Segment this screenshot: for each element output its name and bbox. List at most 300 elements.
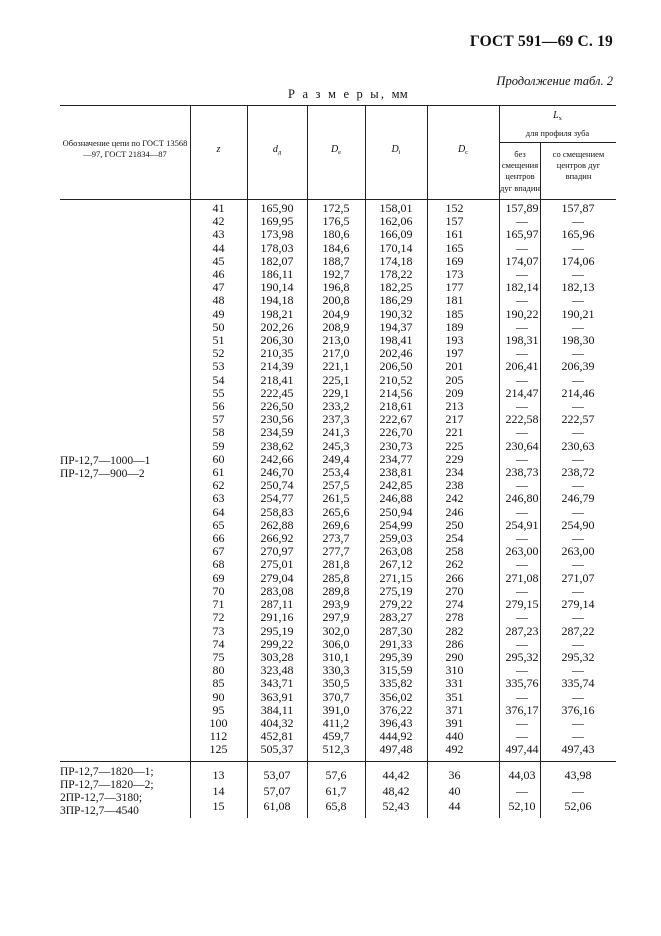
table-cell: 188,7: [322, 253, 350, 268]
table-cell: 250: [445, 517, 464, 532]
table-cell: 75: [212, 649, 225, 664]
table-cell: 257,5: [322, 478, 350, 493]
table-cell: 100: [209, 715, 228, 730]
dimensions-caption-text: Р а з м е р ы,: [288, 87, 387, 101]
group1-z-column: [190, 202, 247, 757]
table-cell: 271,15: [379, 570, 413, 585]
table-cell: 271,08: [505, 570, 539, 585]
table-cell: 229: [445, 451, 464, 466]
table-cell: 202,26: [260, 319, 294, 334]
table-cell: 54: [212, 372, 225, 387]
table-cell: 186,29: [379, 293, 413, 308]
table-cell: 246,88: [379, 491, 413, 506]
table-cell: 161: [445, 227, 464, 242]
designation-line: ПР-12,7—1820—1;: [60, 766, 154, 778]
group1-Di-column: [365, 202, 427, 757]
table-cell: 376,17: [505, 702, 539, 717]
table-cell: 95: [212, 702, 225, 717]
table-cell: 254,99: [379, 517, 413, 532]
group2-dd-column: [247, 768, 307, 815]
table-cell: 158,01: [379, 201, 413, 215]
table-cell: 242: [445, 491, 464, 506]
table-cell: 278: [445, 610, 464, 625]
table-cell: 261,5: [322, 491, 350, 506]
table-cell: —: [516, 319, 528, 334]
table-cell: 295,19: [260, 623, 294, 638]
table-cell: 172,5: [322, 201, 350, 215]
table-cell: 497,44: [505, 742, 539, 757]
table-cell: 335,74: [561, 676, 595, 691]
lx-header-rule: [499, 142, 616, 143]
table-cell: 72: [212, 610, 225, 625]
table-cell: 263,00: [561, 544, 595, 559]
table-cell: 249,4: [322, 451, 350, 466]
table-cell: —: [572, 319, 584, 334]
table-top-rule: [60, 105, 616, 106]
table-cell: —: [572, 372, 584, 387]
table-cell: 56: [212, 399, 225, 414]
table-cell: 210,52: [379, 372, 413, 387]
table-cell: 287,22: [561, 623, 595, 638]
table-cell: 371: [445, 702, 464, 717]
table-cell: 184,6: [322, 240, 350, 255]
table-cell: 46: [212, 267, 225, 282]
table-cell: 376,16: [561, 702, 595, 717]
table-cell: 15: [212, 799, 225, 813]
header-dd-sub: д: [277, 149, 282, 156]
table-cell: 85: [212, 676, 225, 691]
group2-Di-column: [365, 768, 427, 815]
table-cell: 170,14: [379, 240, 413, 255]
table-cell: 185: [445, 306, 464, 321]
table-cell: 279,15: [505, 597, 539, 612]
header-Dc-sub: c: [465, 149, 469, 156]
table-cell: 165,97: [505, 227, 539, 242]
table-cell: 205: [445, 372, 464, 387]
table-cell: 173: [445, 267, 464, 282]
table-cell: 210,35: [260, 346, 294, 361]
table-cell: 44: [448, 799, 461, 813]
table-cell: 444,92: [379, 729, 413, 744]
group2-Lx-with-column: [540, 768, 616, 815]
table-cell: 452,81: [260, 729, 294, 744]
table-cell: —: [516, 783, 528, 798]
table-cell: —: [572, 399, 584, 414]
table-cell: 335,76: [505, 676, 539, 691]
table-cell: 52: [212, 346, 225, 361]
header-Dc-main: D: [457, 144, 466, 155]
table-cell: 55: [212, 385, 225, 400]
table-cell: 181: [445, 293, 464, 308]
table-cell: 65,8: [325, 799, 347, 813]
table-cell: 73: [212, 623, 225, 638]
table-cell: 165,96: [561, 227, 595, 242]
table-cell: 440: [445, 729, 464, 744]
table-cell: 66: [212, 531, 225, 546]
table-cell: 233,2: [322, 399, 350, 414]
table-cell: 396,43: [379, 715, 413, 730]
group2-Dc-column: [427, 768, 482, 815]
table-cell: 283,08: [260, 583, 294, 598]
table-cell: 302,0: [322, 623, 350, 638]
page-number-header: ГОСТ 591—69 С. 19: [469, 33, 613, 50]
table-cell: 213: [445, 399, 464, 414]
table-cell: 57,07: [263, 783, 291, 798]
table-cell: 49: [212, 306, 225, 321]
table-cell: 41: [212, 201, 225, 215]
table-cell: 70: [212, 583, 225, 598]
table-cell: 384,11: [260, 702, 294, 717]
table-cell: 52,43: [382, 799, 410, 813]
table-cell: —: [572, 583, 584, 598]
table-cell: 330,3: [322, 663, 350, 678]
table-cell: 230,63: [561, 438, 595, 453]
table-cell: 190,21: [561, 306, 595, 321]
table-cell: 267,12: [379, 557, 413, 572]
table-cell: 190,14: [260, 280, 294, 295]
table-cell: 176,5: [322, 214, 350, 229]
table-cell: 157,87: [561, 201, 595, 215]
table-cell: 254,91: [505, 517, 539, 532]
table-cell: 275,19: [379, 583, 413, 598]
table-cell: —: [516, 451, 528, 466]
table-cell: 204,9: [322, 306, 350, 321]
table-cell: 51: [212, 333, 225, 348]
table-cell: 45: [212, 253, 225, 268]
table-cell: 270: [445, 583, 464, 598]
table-cell: —: [516, 293, 528, 308]
table-cell: 57,6: [325, 768, 347, 782]
table-cell: 225: [445, 438, 464, 453]
table-cell: 53: [212, 359, 225, 374]
table-cell: 287,11: [260, 597, 294, 612]
table-cell: 217,0: [322, 346, 350, 361]
table-cell: 230,56: [260, 412, 294, 427]
table-cell: 74: [212, 636, 225, 651]
table-cell: 196,8: [322, 280, 350, 295]
table-cell: 310,1: [322, 649, 350, 664]
group2-z-column: [190, 768, 247, 815]
table-cell: 60: [212, 451, 225, 466]
table-cell: 234,77: [379, 451, 413, 466]
table-cell: 198,31: [505, 333, 539, 348]
table-cell: —: [572, 425, 584, 440]
table-cell: 234,59: [260, 425, 294, 440]
table-cell: 194,37: [379, 319, 413, 334]
table-cell: 42: [212, 214, 225, 229]
table-cell: 258: [445, 544, 464, 559]
table-cell: —: [516, 531, 528, 546]
table-cell: 152: [445, 201, 464, 215]
table-cell: 391,0: [322, 702, 350, 717]
table-cell: —: [516, 214, 528, 229]
table-cell: —: [572, 267, 584, 282]
table-cell: 213,0: [322, 333, 350, 348]
table-cell: 238,81: [379, 465, 413, 480]
table-cell: 343,71: [260, 676, 294, 691]
table-cell: 245,3: [322, 438, 350, 453]
table-cell: —: [572, 663, 584, 678]
table-cell: 230,64: [505, 438, 539, 453]
header-with-offset: со смещением центров дуг впадин: [552, 149, 605, 182]
table-cell: 209: [445, 385, 464, 400]
table-cell: 275,01: [260, 557, 294, 572]
table-cell: 250,74: [260, 478, 294, 493]
table-cell: 80: [212, 663, 225, 678]
table-cell: 190,22: [505, 306, 539, 321]
table-cell: —: [572, 451, 584, 466]
table-cell: —: [572, 729, 584, 744]
table-cell: —: [516, 504, 528, 519]
table-cell: 290: [445, 649, 464, 664]
table-cell: 303,28: [260, 649, 294, 664]
table-cell: —: [572, 783, 584, 798]
table-cell: 165: [445, 240, 464, 255]
table-cell: 266,92: [260, 531, 294, 546]
table-cell: 214,46: [561, 385, 595, 400]
table-cell: 335,82: [379, 676, 413, 691]
table-cell: 90: [212, 689, 225, 704]
table-cell: 356,02: [379, 689, 413, 704]
table-cell: 404,32: [260, 715, 294, 730]
table-cell: 47: [212, 280, 225, 295]
table-cell: —: [516, 663, 528, 678]
designation-line: ПР-12,7—1000—1: [60, 455, 151, 467]
table-cell: 182,13: [561, 280, 595, 295]
table-cell: —: [516, 729, 528, 744]
designation-line: 2ПР-12,7—3180;: [60, 792, 143, 804]
table-cell: —: [572, 689, 584, 704]
header-dd: [247, 144, 307, 156]
table-cell: 282: [445, 623, 464, 638]
table-cell: 206,39: [561, 359, 595, 374]
table-cell: 234: [445, 465, 464, 480]
table-cell: 169: [445, 253, 464, 268]
table-cell: —: [572, 531, 584, 546]
table-cell: 222,57: [561, 412, 595, 427]
table-cell: 262: [445, 557, 464, 572]
table-cell: 50: [212, 319, 225, 334]
table-cell: 40: [448, 783, 461, 798]
table-cell: 157: [445, 214, 464, 229]
table-cell: 246: [445, 504, 464, 519]
table-cell: 291,33: [379, 636, 413, 651]
table-cell: 44: [212, 240, 225, 255]
table-cell: 331: [445, 676, 464, 691]
table-cell: —: [572, 636, 584, 651]
table-cell: 214,39: [260, 359, 294, 374]
table-cell: —: [572, 293, 584, 308]
table-cell: —: [516, 478, 528, 493]
table-cell: —: [516, 610, 528, 625]
table-cell: 254: [445, 531, 464, 546]
header-Lx-main: L: [553, 110, 559, 121]
table-cell: 57: [212, 412, 225, 427]
table-cell: 198,21: [260, 306, 294, 321]
table-cell: 208,9: [322, 319, 350, 334]
table-cell: 218,41: [260, 372, 294, 387]
header-Dc: [427, 144, 499, 156]
table-cell: 206,30: [260, 333, 294, 348]
table-cell: 200,8: [322, 293, 350, 308]
table-cell: 279,14: [561, 597, 595, 612]
table-cell: —: [516, 715, 528, 730]
table-cell: —: [572, 610, 584, 625]
table-cell: —: [572, 504, 584, 519]
table-cell: 295,39: [379, 649, 413, 664]
table-cell: 13: [212, 768, 225, 782]
table-cell: 254,90: [561, 517, 595, 532]
table-cell: 370,7: [322, 689, 350, 704]
header-De-sub: e: [338, 149, 342, 156]
table-cell: 65: [212, 517, 225, 532]
designation-line: ПР-12,7—900—2: [60, 468, 145, 480]
group2-designation: [60, 766, 154, 818]
group-separator-rule: [60, 761, 616, 762]
table-cell: —: [572, 557, 584, 572]
header-Di-main: D: [391, 144, 399, 155]
table-cell: 165,90: [260, 201, 294, 215]
table-cell: 61,7: [325, 783, 347, 798]
table-cell: 286: [445, 636, 464, 651]
table-cell: 166,09: [379, 227, 413, 242]
table-cell: 43,98: [564, 768, 592, 782]
table-cell: 64: [212, 504, 225, 519]
header-Lx: [499, 110, 616, 122]
table-cell: —: [572, 346, 584, 361]
group1-Dc-column: [427, 202, 482, 757]
table-cell: 206,41: [505, 359, 539, 374]
table-cell: 229,1: [322, 385, 350, 400]
header-bottom-rule: [60, 199, 616, 200]
table-cell: 125: [209, 742, 228, 757]
header-Lx-sub: x: [558, 115, 562, 122]
table-cell: 497,43: [561, 742, 595, 757]
table-cell: 263,08: [379, 544, 413, 559]
table-cell: —: [572, 240, 584, 255]
table-cell: 287,23: [505, 623, 539, 638]
table-cell: 226,70: [379, 425, 413, 440]
table-cell: 186,11: [260, 267, 294, 282]
table-cell: 61,08: [263, 799, 291, 813]
table-cell: 221: [445, 425, 464, 440]
table-cell: 238: [445, 478, 464, 493]
table-cell: 279,22: [379, 597, 413, 612]
table-cell: 182,07: [260, 253, 294, 268]
table-cell: 14: [212, 783, 225, 798]
table-cell: 242,85: [379, 478, 413, 493]
table-cell: 222,45: [260, 385, 294, 400]
table-cell: —: [516, 636, 528, 651]
header-De: [307, 144, 365, 156]
table-cell: 291,16: [260, 610, 294, 625]
table-cell: —: [516, 240, 528, 255]
table-cell: 36: [448, 768, 461, 782]
table-cell: 505,37: [260, 742, 294, 757]
table-cell: —: [516, 267, 528, 282]
table-cell: 178,03: [260, 240, 294, 255]
table-cell: 287,30: [379, 623, 413, 638]
table-cell: 178,22: [379, 267, 413, 282]
table-cell: 258,83: [260, 504, 294, 519]
table-cell: 174,07: [505, 253, 539, 268]
table-cell: 182,25: [379, 280, 413, 295]
table-cell: 190,32: [379, 306, 413, 321]
table-cell: 246,79: [561, 491, 595, 506]
header-tooth-profile: для профиля зуба: [525, 128, 590, 138]
header-z: z: [216, 144, 221, 155]
table-cell: 52,06: [564, 799, 592, 813]
table-cell: 58: [212, 425, 225, 440]
table-cell: 241,3: [322, 425, 350, 440]
table-cell: 299,22: [260, 636, 294, 651]
table-cell: 269,6: [322, 517, 350, 532]
table-cell: 48: [212, 293, 225, 308]
table-cell: —: [516, 425, 528, 440]
table-cell: 221,1: [322, 359, 350, 374]
table-continuation-note: Продолжение табл. 2: [496, 74, 613, 88]
header-Di: [365, 144, 427, 156]
table-cell: 222,67: [379, 412, 413, 427]
table-cell: 273,7: [322, 531, 350, 546]
table-cell: 177: [445, 280, 464, 295]
table-cell: 271,07: [561, 570, 595, 585]
table-cell: 67: [212, 544, 225, 559]
table-cell: 189: [445, 319, 464, 334]
table-cell: 230,73: [379, 438, 413, 453]
table-cell: 265,6: [322, 504, 350, 519]
table-cell: 217: [445, 412, 464, 427]
table-cell: 238,62: [260, 438, 294, 453]
table-cell: 194,18: [260, 293, 294, 308]
table-cell: —: [572, 715, 584, 730]
group1-De-column: [307, 202, 365, 757]
group1-dd-column: [247, 202, 307, 757]
table-cell: 238,72: [561, 465, 595, 480]
header-dd-main: d: [272, 144, 278, 155]
table-cell: 222,58: [505, 412, 539, 427]
table-cell: 192,7: [322, 267, 350, 282]
table-cell: 289,8: [322, 583, 350, 598]
table-cell: 68: [212, 557, 225, 572]
table-cell: 246,80: [505, 491, 539, 506]
table-cell: 226,50: [260, 399, 294, 414]
designation-line: 3ПР-12,7—4540: [60, 805, 139, 817]
table-cell: 351: [445, 689, 464, 704]
group1-Lx-with-column: [540, 202, 616, 757]
table-cell: 253,4: [322, 465, 350, 480]
table-cell: —: [516, 583, 528, 598]
table-cell: 266: [445, 570, 464, 585]
header-De-main: D: [330, 144, 339, 155]
table-cell: 295,32: [505, 649, 539, 664]
table-cell: 285,8: [322, 570, 350, 585]
table-cell: 214,47: [505, 385, 539, 400]
table-cell: 214,56: [379, 385, 413, 400]
dimensions-unit: мм: [391, 87, 408, 101]
table-cell: 323,48: [260, 663, 294, 678]
table-cell: 44,03: [508, 768, 536, 782]
table-cell: 492: [445, 742, 464, 757]
table-cell: —: [572, 478, 584, 493]
table-cell: 297,9: [322, 610, 350, 625]
table-cell: —: [516, 557, 528, 572]
table-cell: 193: [445, 333, 464, 348]
table-cell: 62: [212, 478, 225, 493]
table-cell: 391: [445, 715, 464, 730]
table-cell: 310: [445, 663, 464, 678]
table-cell: 69: [212, 570, 225, 585]
